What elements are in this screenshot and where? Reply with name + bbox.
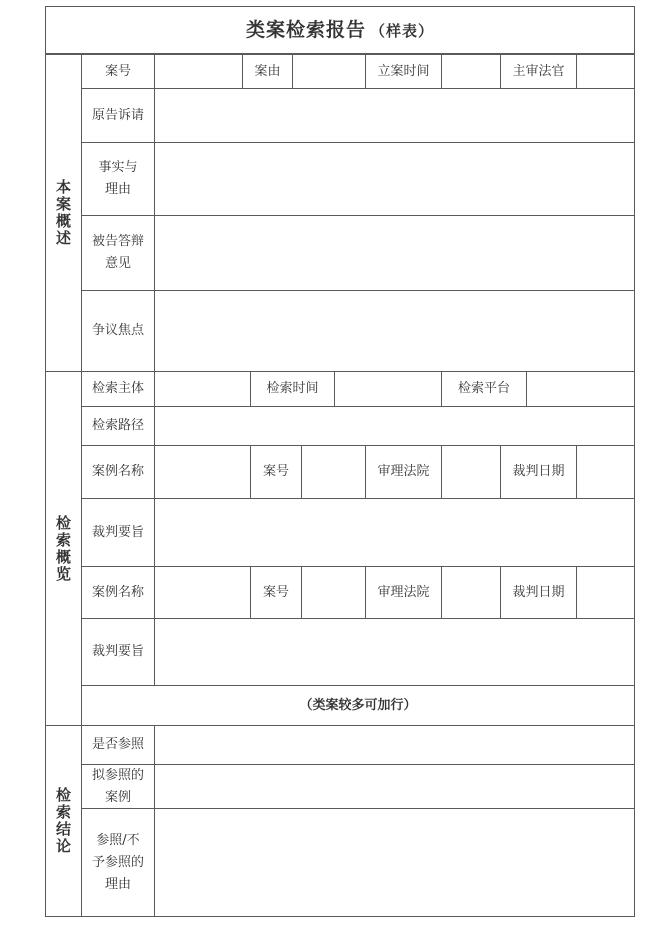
section-search-conclusion: 检 索 结 论 <box>45 725 82 917</box>
field-search-path[interactable] <box>154 406 635 446</box>
label-dispute-focus: 争议焦点 <box>81 290 155 372</box>
add-rows-note: （类案较多可加行） <box>81 685 635 726</box>
label-search-case-no-2: 案号 <box>250 566 302 619</box>
title-suffix: （样表） <box>370 21 435 40</box>
field-judgment-date-2[interactable] <box>576 566 635 619</box>
label-judgment-gist-1: 裁判要旨 <box>81 498 155 567</box>
section-case-overview: 本 案 概 述 <box>45 54 82 372</box>
field-dispute-focus[interactable] <box>154 290 635 372</box>
field-facts-reasons[interactable] <box>154 142 635 216</box>
label-defense-opinion: 被告答辩 意见 <box>81 215 155 291</box>
label-case-name-2: 案例名称 <box>81 566 155 619</box>
section-search-overview: 检 索 概 览 <box>45 371 82 726</box>
title-text: 类案检索报告 <box>245 18 366 41</box>
field-defense-opinion[interactable] <box>154 215 635 291</box>
label-case-name-1: 案例名称 <box>81 445 155 499</box>
field-proposed-cases[interactable] <box>154 764 635 809</box>
field-court-2[interactable] <box>441 566 501 619</box>
label-cause: 案由 <box>242 54 293 89</box>
label-search-case-no-1: 案号 <box>250 445 302 499</box>
label-presiding-judge: 主审法官 <box>500 54 577 89</box>
field-filing-time[interactable] <box>441 54 501 89</box>
label-reference-reason: 参照/不 予参照的 理由 <box>81 808 155 917</box>
label-reference: 是否参照 <box>81 725 155 765</box>
label-search-time: 检索时间 <box>250 371 335 407</box>
label-proposed-cases: 拟参照的 案例 <box>81 764 155 809</box>
form-title <box>45 6 635 54</box>
field-judgment-gist-1[interactable] <box>154 498 635 567</box>
field-judgment-date-1[interactable] <box>576 445 635 499</box>
field-search-platform[interactable] <box>526 371 635 407</box>
label-judgment-gist-2: 裁判要旨 <box>81 618 155 686</box>
label-court-1: 审理法院 <box>365 445 442 499</box>
label-facts-reasons: 事实与 理由 <box>81 142 155 216</box>
field-search-subject[interactable] <box>154 371 251 407</box>
label-filing-time: 立案时间 <box>365 54 442 89</box>
label-court-2: 审理法院 <box>365 566 442 619</box>
field-case-name-1[interactable] <box>154 445 251 499</box>
field-reference[interactable] <box>154 725 635 765</box>
label-judgment-date-2: 裁判日期 <box>500 566 577 619</box>
label-search-subject: 检索主体 <box>81 371 155 407</box>
label-plaintiff-claims: 原告诉请 <box>81 88 155 143</box>
field-search-case-no-2[interactable] <box>301 566 366 619</box>
label-case-no: 案号 <box>81 54 155 89</box>
field-case-name-2[interactable] <box>154 566 251 619</box>
field-judgment-gist-2[interactable] <box>154 618 635 686</box>
field-cause[interactable] <box>292 54 366 89</box>
field-case-no[interactable] <box>154 54 243 89</box>
field-court-1[interactable] <box>441 445 501 499</box>
label-search-path: 检索路径 <box>81 406 155 446</box>
field-plaintiff-claims[interactable] <box>154 88 635 143</box>
label-search-platform: 检索平台 <box>441 371 527 407</box>
field-search-time[interactable] <box>334 371 442 407</box>
field-reference-reason[interactable] <box>154 808 635 917</box>
label-judgment-date-1: 裁判日期 <box>500 445 577 499</box>
field-presiding-judge[interactable] <box>576 54 635 89</box>
field-search-case-no-1[interactable] <box>301 445 366 499</box>
